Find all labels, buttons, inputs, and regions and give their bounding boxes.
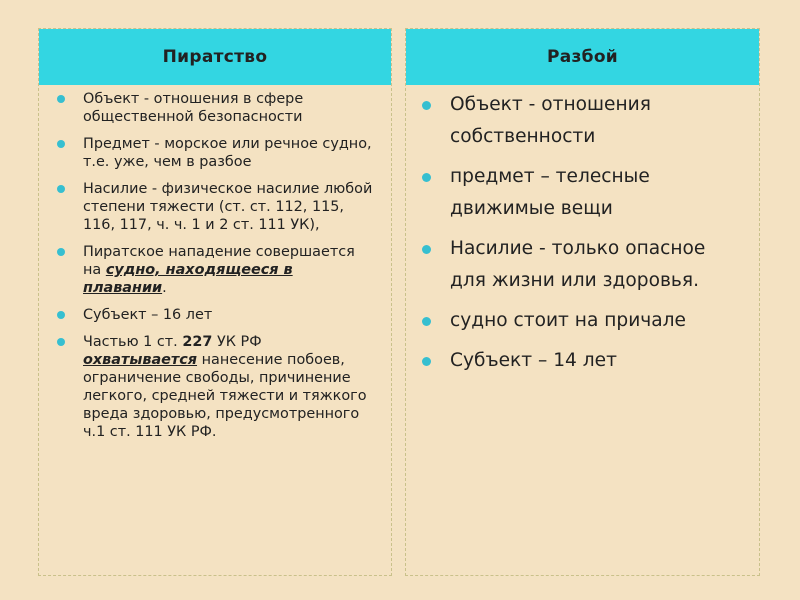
left-column-header: Пиратство <box>39 29 391 85</box>
bullet-icon <box>57 185 65 193</box>
right-column-header: Разбой <box>406 29 759 85</box>
item-text: предмет – телесные движимые вещи <box>450 166 650 219</box>
item-text: Пиратское нападение совершается на <box>83 244 355 278</box>
right-column <box>405 28 760 576</box>
item-text: Частью 1 ст. <box>83 334 183 350</box>
item-text: Предмет - морское или речное судно, т.е. уже, чем в разбое <box>83 136 372 170</box>
item-text: УК РФ <box>212 334 262 350</box>
item-text: нанесение побоев, ограничение свободы, причинение легкого, средней тяжести и тяжкого вреда здоровью, предусмотренного ч.1 ст. 111 УК РФ. <box>83 352 367 440</box>
right-list <box>406 85 759 377</box>
item-text: Объект - отношения собственности <box>450 94 651 147</box>
item-text: судно стоит на причале <box>450 310 686 331</box>
item-text: Объект - отношения в сфере общественной безопасности <box>83 91 304 125</box>
bullet-icon <box>422 173 431 182</box>
bullet-icon <box>57 338 65 346</box>
item-emphasis: судно, находящееся в плавании <box>83 262 293 296</box>
item-strong: 227 <box>182 334 213 350</box>
list-item <box>57 135 375 171</box>
item-text: Субъект – 14 лет <box>450 350 617 371</box>
list-item <box>57 306 375 324</box>
list-item <box>57 333 375 441</box>
list-item <box>422 305 747 337</box>
bullet-icon <box>422 317 431 326</box>
item-text: Насилие - физическое насилие любой степени тяжести (ст. ст. 112, 115, 116, 117, ч. ч. 1 и 2 ст. 111 УК), <box>83 181 373 233</box>
bullet-icon <box>422 357 431 366</box>
bullet-icon <box>57 140 65 148</box>
list-item <box>422 345 747 377</box>
item-text: . <box>162 280 167 296</box>
bullet-icon <box>422 101 431 110</box>
item-emphasis: охватывается <box>83 352 198 368</box>
list-item <box>57 90 375 126</box>
left-list <box>39 85 391 441</box>
list-item <box>57 180 375 234</box>
bullet-icon <box>422 245 431 254</box>
left-column <box>38 28 392 576</box>
list-item <box>57 243 375 297</box>
item-text: Субъект – 16 лет <box>83 307 213 323</box>
item-text: Насилие - только опасное для жизни или здоровья. <box>450 238 706 291</box>
list-item <box>422 161 747 225</box>
bullet-icon <box>57 248 65 256</box>
bullet-icon <box>57 95 65 103</box>
list-item <box>422 233 747 297</box>
bullet-icon <box>57 311 65 319</box>
list-item <box>422 89 747 153</box>
